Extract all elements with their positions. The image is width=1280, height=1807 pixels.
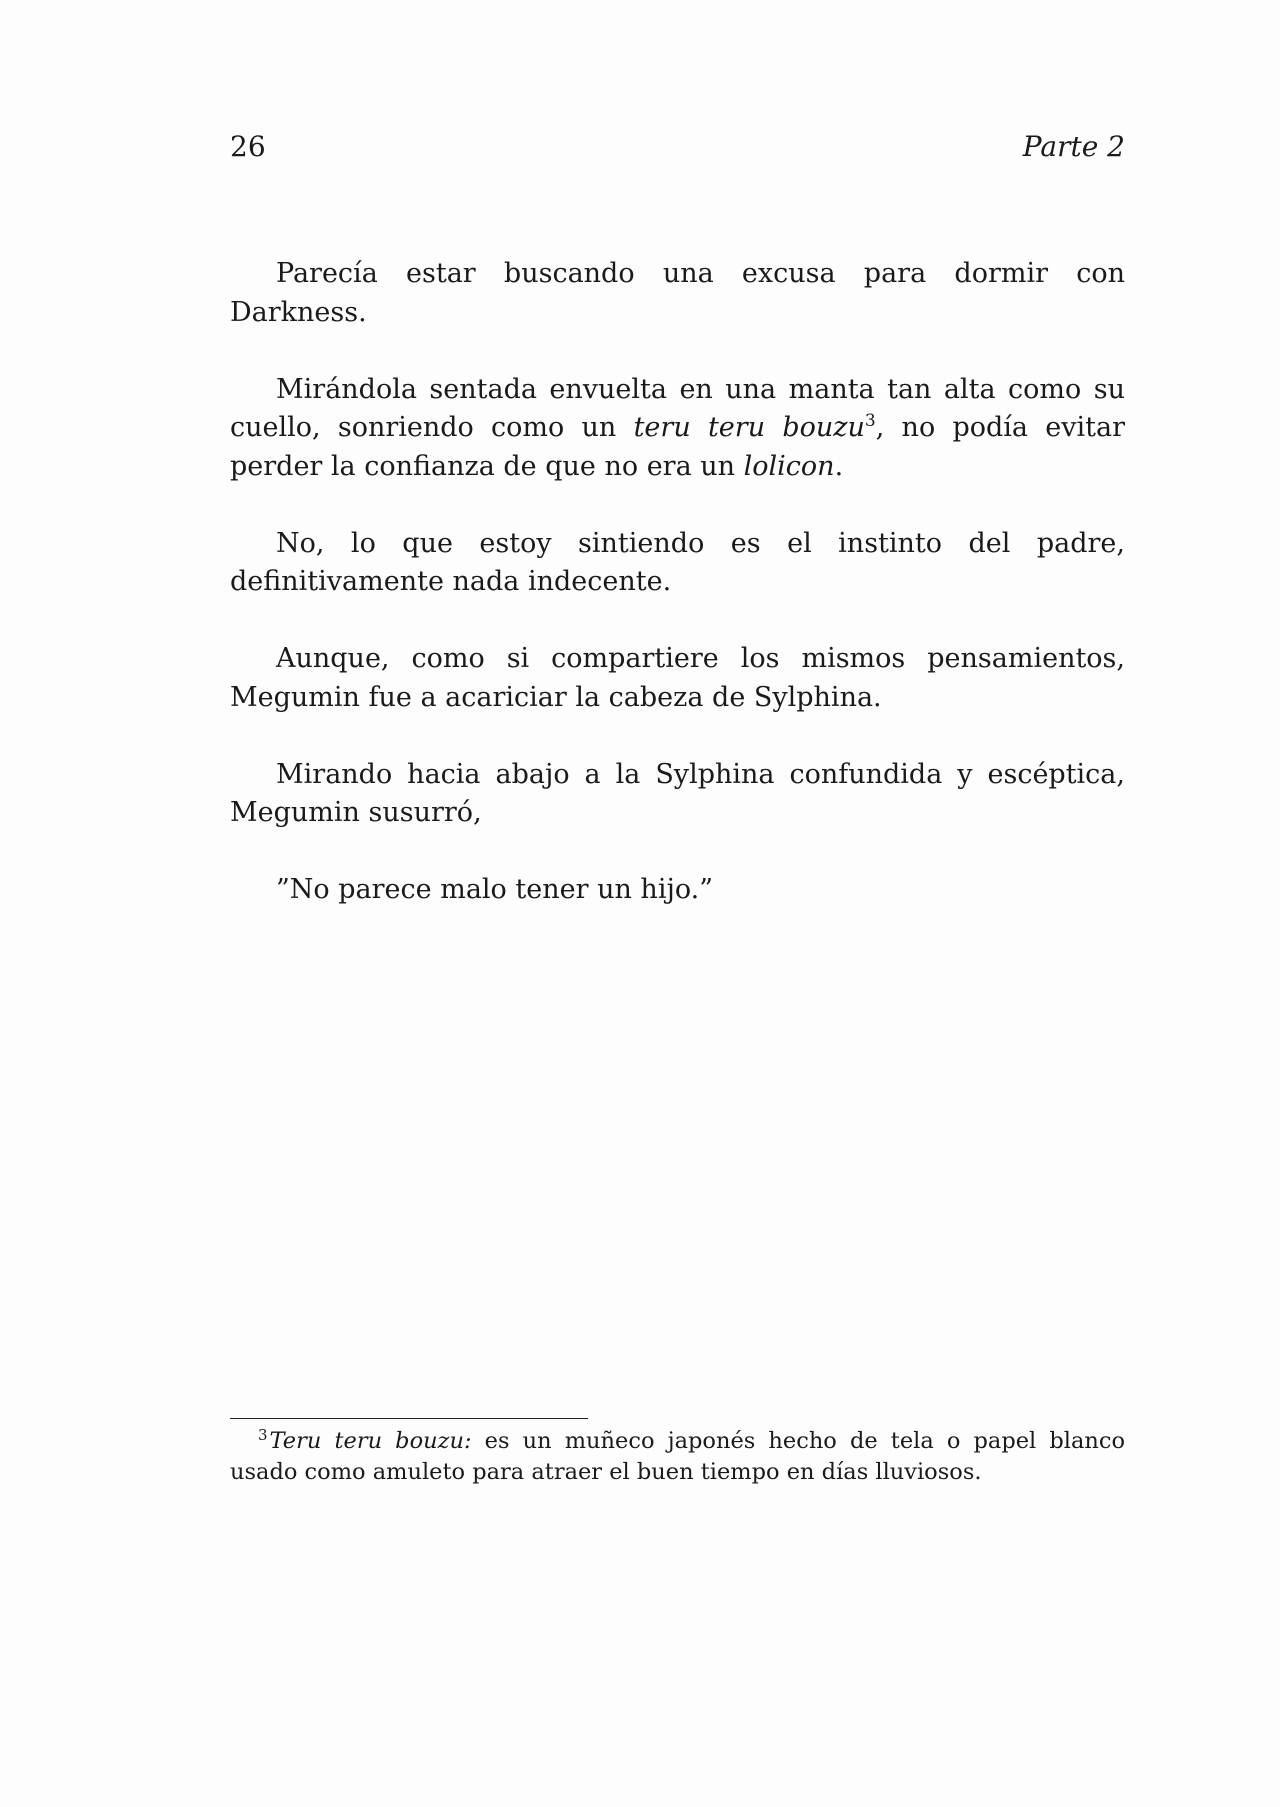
paragraph-text: . [834,450,844,482]
footnote [230,1426,1125,1488]
book-page [230,0,1125,1807]
paragraph: Parecía estar buscando una excusa para dormir con Darkness. [230,258,1125,328]
paragraph: ”No parece malo tener un hijo.” [276,874,713,905]
footnote-mark: 3 [258,1425,268,1444]
italic-term: lolicon [743,450,835,482]
paragraph-text: Mirándola sentada envuelta en una manta tan alta como su cuello, sonriendo como un [230,373,1125,443]
running-header [230,130,1125,164]
footnote-reference[interactable]: 3 [864,411,876,431]
italic-term: teru teru bouzu [633,412,865,443]
paragraph: Mirando hacia abajo a la Sylphina confundida y escéptica, Megumin susurró, [230,758,1125,828]
footnote-term: Teru teru bouzu: [269,1428,472,1454]
body-text [230,255,1125,948]
page-number: 26 [230,130,266,163]
paragraph [230,371,1125,487]
section-title: Parte 2 [1022,130,1125,163]
paragraph-text: , no podía evitar perder la confianza de que no era un [230,412,1125,482]
footnote-text: es un muñeco japonés hecho de tela o papel blanco usado como amuleto para atraer el buen tiempo en días lluviosos. [230,1428,1125,1485]
footnote-divider [230,1418,588,1419]
paragraph: No, lo que estoy sintiendo es el instinto del padre, definitivamente nada indecente. [230,527,1125,597]
paragraph: Aunque, como si compartiere los mismos pensamientos, Megumin fue a acariciar la cabeza de Sylphina. [230,643,1125,713]
